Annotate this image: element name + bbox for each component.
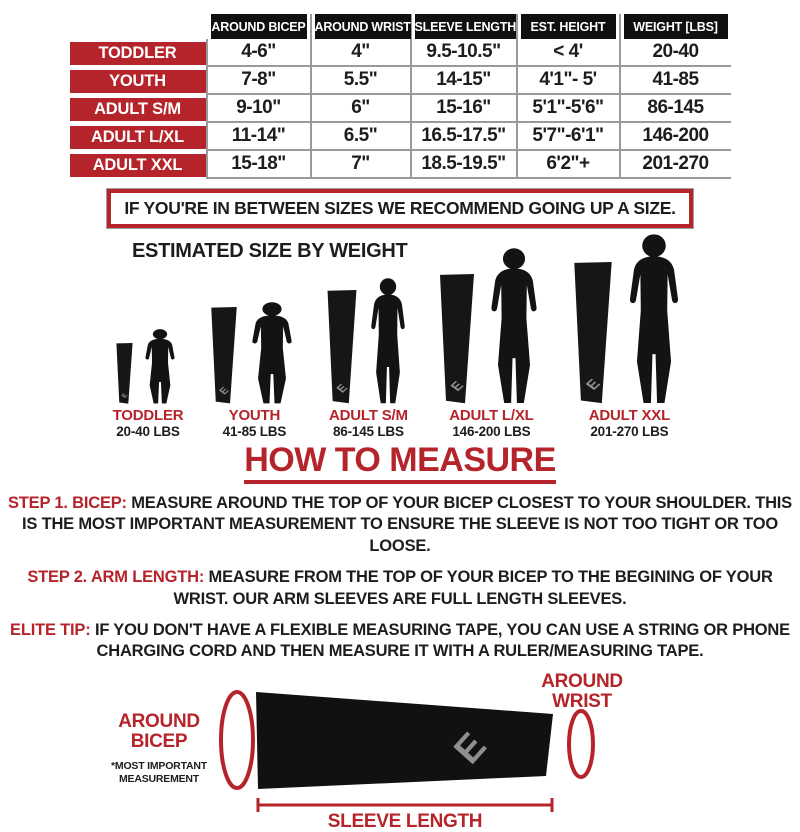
value-cell: 18.5-19.5": [412, 151, 518, 179]
person-icon: [621, 234, 687, 404]
step-1-bicep: [7, 493, 793, 558]
value-cell: 5'7"-6'1": [518, 123, 621, 151]
value-cell: 9-10": [208, 95, 312, 123]
logo-e-icon: E: [218, 385, 233, 397]
step-label: STEP 1. BICEP:: [8, 493, 127, 512]
size-table: [70, 14, 731, 179]
group-weight: 41-85 LBS: [222, 424, 287, 439]
sleeve-length-label: SLEEVE LENGTH: [327, 811, 483, 832]
size-group-adult-xxl: [571, 234, 687, 439]
value-cell: 5'1"-5'6": [518, 95, 621, 123]
header-cell-sleeve-length: [412, 14, 518, 39]
header-label: AROUND WRIST: [315, 14, 411, 39]
step-text: IF YOU DON'T HAVE A FLEXIBLE MEASURING TAPE, YOU CAN USE A STRING OR PHONE CHARGING CORD AND THEN MEASURE IT WITH A RULER/MEASURING TAPE.: [94, 620, 790, 661]
value-cell: 6.5": [312, 123, 412, 151]
sleeve-icon: [571, 262, 615, 404]
size-groups: [0, 234, 800, 439]
row-label-toddler: TODDLER: [70, 39, 208, 67]
header-cell-around-wrist: [312, 14, 412, 39]
around-bicep-label: AROUND BICEP: [118, 711, 200, 752]
value-cell: 146-200: [621, 123, 731, 151]
sleeve-icon: [209, 307, 239, 404]
row-label-adult-xxl: ADULT XXL: [70, 151, 208, 179]
value-cell: 20-40: [621, 39, 731, 67]
estimated-size-band: [0, 232, 800, 439]
step-label: STEP 2. ARM LENGTH:: [27, 567, 205, 586]
row-label-youth: YOUTH: [70, 67, 208, 95]
sleeve-shape: [256, 692, 553, 789]
measure-diagram-graphic: [0, 672, 800, 832]
value-cell: 4-6": [208, 39, 312, 67]
value-cell: 6'2"+: [518, 151, 621, 179]
value-cell: 7": [312, 151, 412, 179]
value-cell: 7-8": [208, 67, 312, 95]
how-to-measure-heading: HOW TO MEASURE: [244, 443, 556, 484]
header-label: AROUND BICEP: [211, 14, 307, 39]
logo-e-icon: E: [447, 378, 467, 394]
how-to-measure-wrap: [0, 443, 800, 484]
group-weight: 146-200 LBS: [452, 424, 531, 439]
group-weight: 20-40 LBS: [116, 424, 180, 439]
logo-e-icon: E: [121, 392, 130, 400]
person-icon: [483, 248, 545, 404]
header-label: WEIGHT [LBS]: [624, 14, 728, 39]
value-cell: 201-270: [621, 151, 731, 179]
value-cell: 86-145: [621, 95, 731, 123]
step-text: MEASURE FROM THE TOP OF YOUR BICEP TO THE BEGINING OF YOUR WRIST. OUR ARM SLEEVES ARE FULL LENGTH SLEEVES.: [173, 567, 773, 608]
logo-e-icon: E: [446, 725, 495, 773]
value-cell: 15-18": [208, 151, 312, 179]
value-cell: 4'1"- 5': [518, 67, 621, 95]
row-label-adult-lxl: ADULT L/XL: [70, 123, 208, 151]
value-cell: 11-14": [208, 123, 312, 151]
table-corner-cell: [70, 14, 208, 39]
between-sizes-note: IF YOU'RE IN BETWEEN SIZES WE RECOMMEND GOING UP A SIZE.: [107, 189, 692, 228]
person-icon: [140, 329, 180, 404]
step-2-arm-length: [7, 567, 793, 611]
group-name: ADULT S/M: [329, 407, 408, 424]
group-name: TODDLER: [112, 407, 184, 424]
sleeve-icon: [437, 274, 477, 404]
header-cell-est-height: [518, 14, 621, 39]
logo-e-icon: E: [334, 381, 351, 396]
logo-e-icon: E: [583, 376, 605, 394]
value-cell: 41-85: [621, 67, 731, 95]
header-cell-weight: [621, 14, 731, 39]
step-text: MEASURE AROUND THE TOP OF YOUR BICEP CLOSEST TO YOUR SHOULDER. THIS IS THE MOST IMPORTANT MEASUREMENT TO ENSURE THE SLEEVE IS NOT TOO TIGHT OR TOO LOOSE.: [22, 493, 792, 556]
value-cell: < 4': [518, 39, 621, 67]
value-cell: 16.5-17.5": [412, 123, 518, 151]
group-name: ADULT XXL: [588, 407, 671, 424]
header-label: EST. HEIGHT: [521, 14, 616, 39]
header-cell-around-bicep: [208, 14, 312, 39]
value-cell: 4": [312, 39, 412, 67]
value-cell: 9.5-10.5": [412, 39, 518, 67]
measure-steps: [7, 493, 793, 663]
bicep-note: *MOST IMPORTANT MEASUREMENT: [111, 760, 207, 786]
elite-tip: [7, 620, 793, 664]
header-label: SLEEVE LENGTH: [415, 14, 517, 39]
size-group-adult-lxl: [437, 248, 545, 439]
sleeve-icon: [325, 290, 359, 404]
group-name: ADULT L/XL: [449, 407, 534, 424]
person-icon: [245, 302, 299, 404]
value-cell: 5.5": [312, 67, 412, 95]
wrist-ellipse: [569, 711, 593, 777]
group-weight: 86-145 LBS: [333, 424, 404, 439]
size-group-toddler: [113, 329, 184, 439]
group-weight: 201-270 LBS: [590, 424, 669, 439]
row-label-adult-sm: ADULT S/M: [70, 95, 208, 123]
around-wrist-label: AROUND WRIST: [541, 671, 623, 712]
between-sizes-note-wrap: [0, 189, 800, 228]
person-icon: [365, 278, 411, 404]
value-cell: 15-16": [412, 95, 518, 123]
group-name: YOUTH: [228, 407, 281, 424]
size-group-youth: [209, 302, 299, 439]
value-cell: 14-15": [412, 67, 518, 95]
measure-diagram: [0, 672, 800, 832]
bicep-ellipse: [221, 692, 253, 788]
step-label: ELITE TIP:: [10, 620, 91, 639]
size-group-adult-sm: [325, 278, 411, 439]
estimated-size-heading: ESTIMATED SIZE BY WEIGHT: [132, 240, 408, 262]
value-cell: 6": [312, 95, 412, 123]
sleeve-icon: [115, 343, 134, 404]
